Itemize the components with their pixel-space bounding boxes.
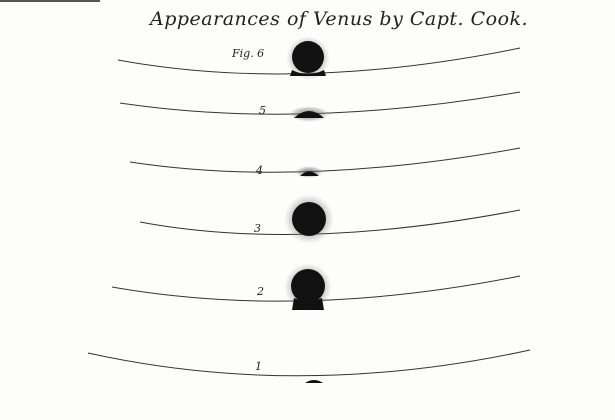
figure-5-label: 5 <box>259 104 266 117</box>
figure-1-label: 1 <box>255 360 262 373</box>
figure-6-label: Fig. 6 <box>232 47 265 60</box>
plate-title: Appearances of Venus by Capt. Cook. <box>150 8 529 30</box>
contact-notch-1 <box>305 380 323 383</box>
figure-3 <box>140 194 520 244</box>
figure-4 <box>130 148 520 178</box>
venus-disc-3 <box>292 202 326 236</box>
figure-1 <box>88 350 530 383</box>
figure-2 <box>112 263 520 311</box>
sun-limb-4 <box>130 148 520 172</box>
figure-5 <box>120 92 520 122</box>
figure-4-label: 4 <box>256 164 263 177</box>
venus-disc-2 <box>291 269 325 303</box>
sun-limb-1 <box>88 350 530 376</box>
figure-2-label: 2 <box>257 285 264 298</box>
figure-3-label: 3 <box>254 222 261 235</box>
figure-6 <box>118 36 520 80</box>
venus-disc-6 <box>292 41 324 73</box>
